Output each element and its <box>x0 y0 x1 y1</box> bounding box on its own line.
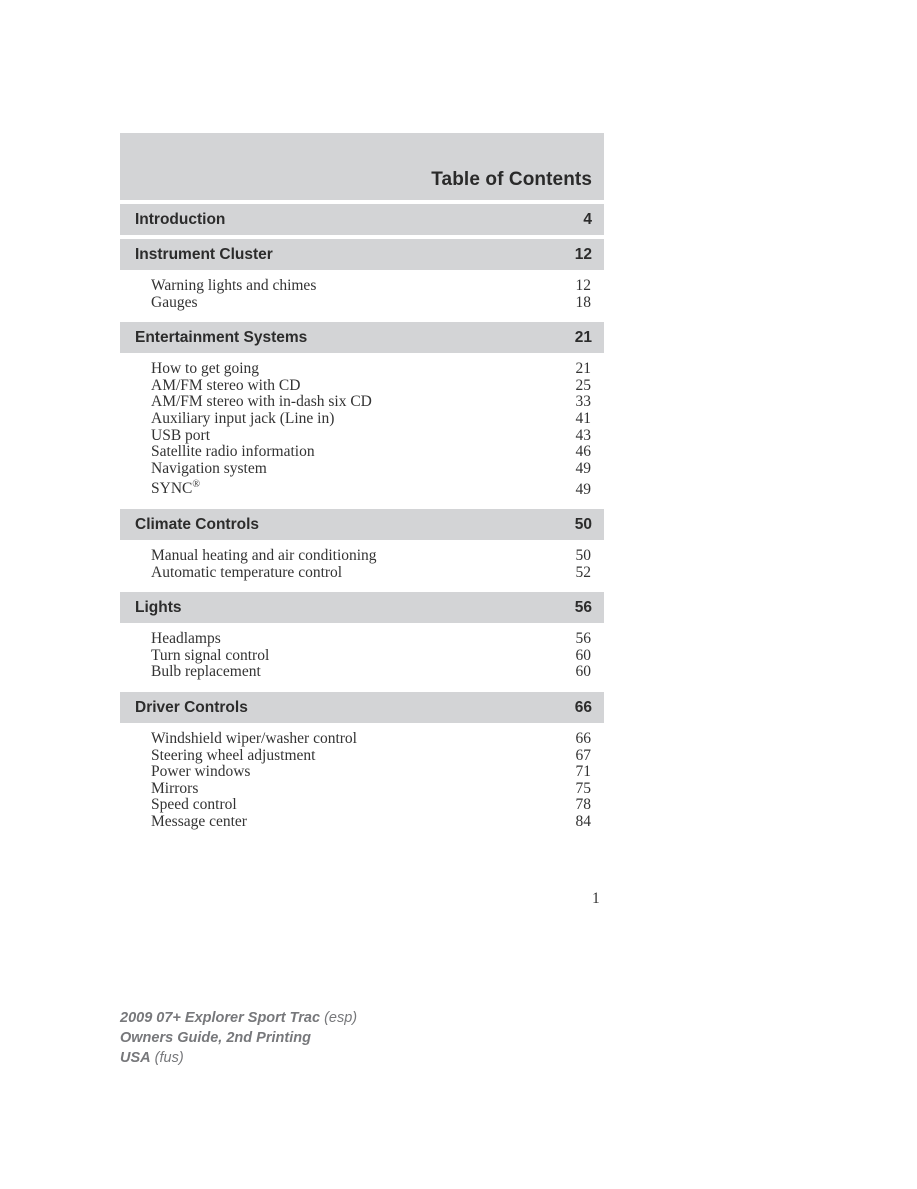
toc-entry-page: 50 <box>575 547 591 565</box>
toc-subentry-list <box>120 540 604 588</box>
registered-trademark-icon: ® <box>192 479 200 491</box>
document-footer <box>120 1008 357 1068</box>
toc-entry-row[interactable] <box>120 411 604 428</box>
toc-chapter-title: Instrument Cluster <box>135 245 273 263</box>
toc-chapter-title: Introduction <box>135 210 226 228</box>
toc-entry-title: Steering wheel adjustment <box>151 746 316 764</box>
toc-entry-page: 75 <box>575 779 591 797</box>
toc-subentry-list <box>120 353 604 505</box>
toc-entry-row[interactable] <box>120 477 604 498</box>
toc-entry-title: Gauges <box>151 293 198 311</box>
toc-body <box>120 204 604 838</box>
toc-entry-row[interactable] <box>120 378 604 395</box>
toc-entry-page: 46 <box>575 443 591 461</box>
toc-entry-title: Bulb replacement <box>151 663 261 681</box>
toc-subentry-list <box>120 623 604 688</box>
toc-entry-title: Message center <box>151 813 247 831</box>
table-of-contents <box>120 133 604 838</box>
footer-market: USA <box>120 1050 151 1066</box>
footer-model-code: (esp) <box>324 1010 358 1026</box>
toc-entry-title: USB port <box>151 426 210 444</box>
toc-entry-page: 60 <box>575 663 591 681</box>
toc-entry-row[interactable] <box>120 278 604 295</box>
toc-entry-page: 18 <box>575 293 591 311</box>
footer-guide: Owners Guide, 2nd Printing <box>120 1030 311 1046</box>
footer-market-code: (fus) <box>154 1050 184 1066</box>
toc-entry-title: AM/FM stereo with in-dash six CD <box>151 393 372 411</box>
toc-entry-row[interactable] <box>120 731 604 748</box>
toc-entry-row[interactable] <box>120 781 604 798</box>
footer-line-3 <box>120 1048 357 1068</box>
toc-chapter-row[interactable] <box>120 692 604 723</box>
toc-entry-page: 78 <box>575 796 591 814</box>
toc-entry-row[interactable] <box>120 428 604 445</box>
toc-chapter-page: 21 <box>574 328 592 346</box>
toc-entry-page: 21 <box>575 360 591 378</box>
toc-entry-page: 49 <box>575 459 591 477</box>
page-title: Table of Contents <box>431 169 592 190</box>
toc-chapter-row[interactable] <box>120 322 604 353</box>
toc-entry-title: Turn signal control <box>151 646 270 664</box>
toc-chapter-row[interactable] <box>120 239 604 270</box>
toc-chapter-title: Climate Controls <box>135 515 260 533</box>
toc-chapter-page: 66 <box>574 698 592 716</box>
toc-chapter-page: 12 <box>574 245 592 263</box>
toc-chapter-row[interactable] <box>120 509 604 540</box>
toc-entry-page: 52 <box>575 563 591 581</box>
toc-entry-title: Manual heating and air conditioning <box>151 547 377 565</box>
toc-entry-row[interactable] <box>120 797 604 814</box>
toc-entry-title: Windshield wiper/washer control <box>151 730 357 748</box>
toc-entry-row[interactable] <box>120 548 604 565</box>
toc-chapter-page: 50 <box>574 515 592 533</box>
toc-entry-row[interactable] <box>120 394 604 411</box>
toc-entry-title: AM/FM stereo with CD <box>151 376 301 394</box>
toc-entry-page: 60 <box>575 646 591 664</box>
toc-chapter-title: Lights <box>135 598 182 616</box>
toc-entry-page: 41 <box>575 409 591 427</box>
toc-entry-row[interactable] <box>120 764 604 781</box>
toc-entry-title: Navigation system <box>151 459 267 477</box>
toc-entry-row[interactable] <box>120 461 604 478</box>
toc-header-band <box>120 133 604 200</box>
toc-entry-title: Warning lights and chimes <box>151 277 317 294</box>
toc-entry-page: 56 <box>575 630 591 648</box>
toc-entry-page: 84 <box>575 813 591 831</box>
toc-subentry-list <box>120 723 604 838</box>
toc-entry-page: 49 <box>575 480 591 498</box>
toc-chapter-row[interactable] <box>120 592 604 623</box>
toc-entry-page: 66 <box>575 730 591 748</box>
toc-entry-page: 25 <box>575 376 591 394</box>
footer-model: 2009 07+ Explorer Sport Trac <box>120 1010 321 1026</box>
toc-entry-title <box>151 477 200 498</box>
toc-entry-title-text: SYNC <box>151 480 193 498</box>
toc-chapter-title: Driver Controls <box>135 698 248 716</box>
toc-entry-row[interactable] <box>120 295 604 312</box>
toc-chapter-page: 4 <box>583 210 592 228</box>
toc-entry-row[interactable] <box>120 814 604 831</box>
toc-entry-title: Automatic temperature control <box>151 563 343 581</box>
toc-entry-page: 71 <box>575 763 591 781</box>
toc-entry-title: Speed control <box>151 796 237 814</box>
toc-entry-row[interactable] <box>120 565 604 582</box>
toc-entry-row[interactable] <box>120 648 604 665</box>
toc-entry-title: Satellite radio information <box>151 443 315 461</box>
toc-entry-title: Auxiliary input jack (Line in) <box>151 409 335 427</box>
toc-subentry-list <box>120 270 604 318</box>
toc-chapter-page: 56 <box>574 598 592 616</box>
toc-entry-row[interactable] <box>120 444 604 461</box>
toc-entry-row[interactable] <box>120 631 604 648</box>
toc-entry-row[interactable] <box>120 361 604 378</box>
toc-entry-page: 43 <box>575 426 591 444</box>
toc-entry-row[interactable] <box>120 664 604 681</box>
footer-line-2 <box>120 1028 357 1048</box>
page-number: 1 <box>592 890 600 907</box>
toc-chapter-title: Entertainment Systems <box>135 328 308 346</box>
footer-line-1 <box>120 1008 357 1028</box>
toc-entry-row[interactable] <box>120 748 604 765</box>
toc-entry-title: Power windows <box>151 763 251 781</box>
toc-entry-title: Headlamps <box>151 630 221 648</box>
toc-entry-title: Mirrors <box>151 779 199 797</box>
toc-entry-page: 33 <box>575 393 591 411</box>
toc-entry-page: 67 <box>575 746 591 764</box>
toc-entry-title: How to get going <box>151 360 260 378</box>
toc-chapter-row[interactable] <box>120 204 604 235</box>
toc-entry-page: 12 <box>575 277 591 294</box>
